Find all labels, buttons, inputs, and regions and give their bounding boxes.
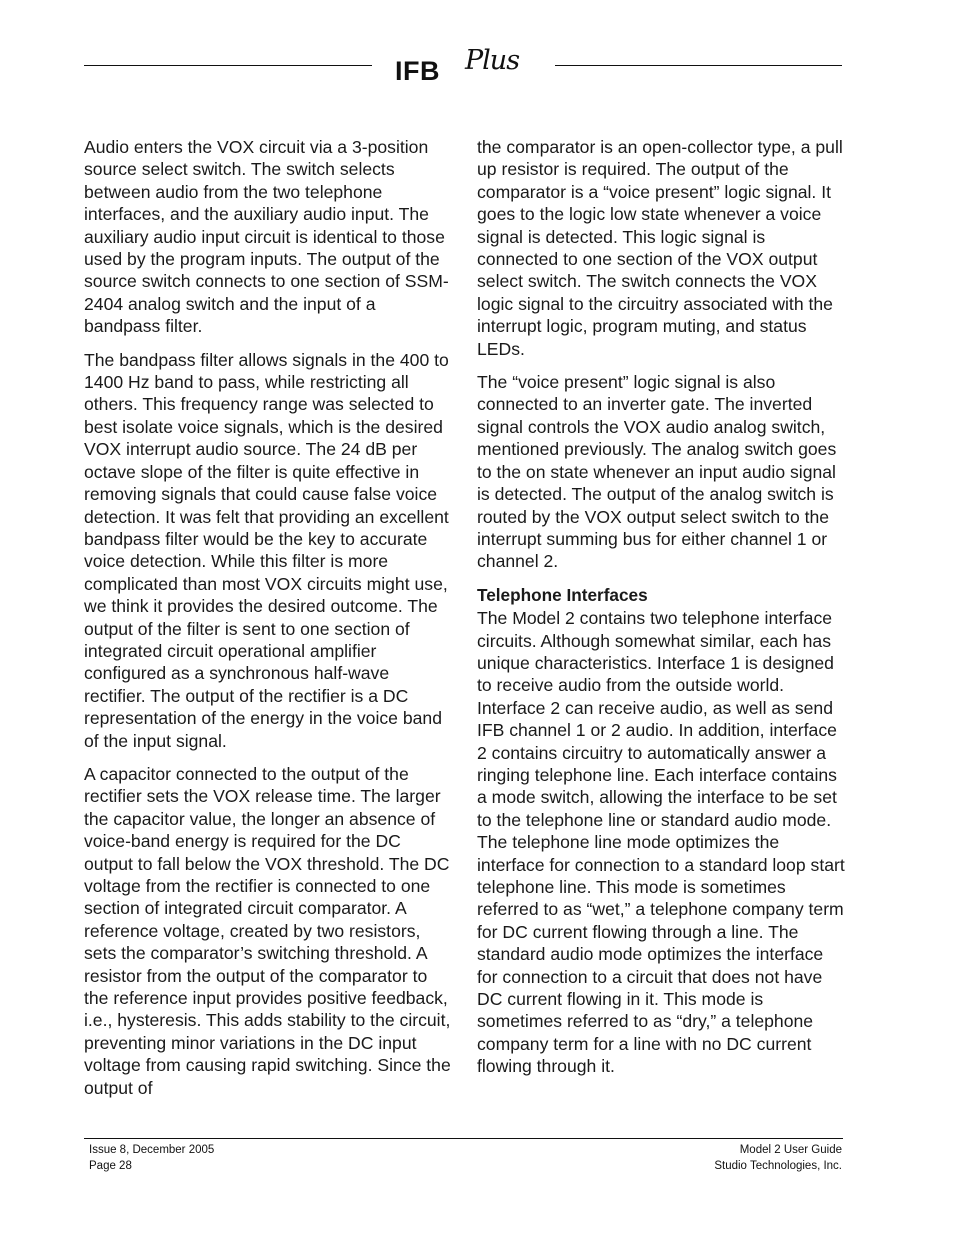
footer-company: Studio Technologies, Inc. [714, 1159, 842, 1172]
footer-right [714, 1143, 842, 1174]
footer-issue: Issue 8, December 2005 [89, 1144, 215, 1156]
paragraph-vox-source: Audio enters the VOX circuit via a 3-position source select switch. The switch selects between audio from the two telephone interfaces, and the auxiliary audio input. The auxiliary audio input circuit is identical to those used by the program inputs. The output of the source switch connects to one section of SSM-2404 analog switch and the input of a bandpass filter. [84, 137, 449, 337]
paragraph-voice-present: The “voice present” logic signal is also connected to an inverter gate. The inverted signal controls the VOX audio analog switch, mentioned previously. The analog switch goes to the on state whenever an input audio signal is detected. The output of the analog switch is routed by the VOX output select switch to the interrupt summing bus for either channel 1 or channel 2. [477, 372, 837, 572]
right-column [477, 136, 845, 1089]
logo-ifb-text: IFB [395, 56, 440, 86]
header-rule-right [555, 65, 842, 66]
section-heading-telephone-interfaces: Telephone Interfaces [477, 584, 648, 605]
footer-page-number: Page 28 [89, 1159, 132, 1172]
logo-plus-script: Plus [465, 45, 520, 76]
paragraph-release-time: A capacitor connected to the output of the rectifier sets the VOX release time. The larger the capacitor value, the longer an absence of voice-band energy is required for the DC output to fall below the VOX threshold. The DC voltage from the rectifier is connected to one section of integrated circuit comparator. A reference voltage, created by two resistors, sets the comparator’s switching threshold. A resistor from the output of the comparator to the reference input provides positive feedback, i.e., hysteresis. This adds stability to the circuit, preventing minor variations in the DC input voltage from causing rapid switching. Since the output of [84, 763, 451, 1098]
header-rule-left [84, 65, 372, 66]
footer-guide-title: Model 2 User Guide [739, 1144, 842, 1156]
paragraph-comparator-output: the comparator is an open-collector type, a pull up resistor is required. The output of the comparator is a “voice present” logic signal. It goes to the logic low state whenever a voice signal is detected. This logic signal is connected to one section of the VOX output select switch. The switch connects the VOX logic signal to the circuitry associated with the interrupt logic, program muting, and status LEDs. [477, 137, 843, 359]
footer-rule [84, 1138, 843, 1139]
ifb-plus-logo [393, 45, 543, 87]
page-header [0, 40, 954, 90]
left-column [84, 136, 452, 1110]
footer-left [89, 1143, 214, 1174]
paragraph-telephone-interfaces: The Model 2 contains two telephone interface circuits. Although somewhat similar, each has unique characteristics. Interface 1 is designed to receive audio from the outside world. Interface 2 can receive audio, as well as send IFB channel 1 or 2 audio. In addition, interface 2 contains circuitry to automatically answer a ringing telephone line. Each interface contains a mode switch, allowing the interface to be set to the telephone line or standard audio mode. The telephone line mode optimizes the interface for connection to a standard loop start telephone line. This mode is sometimes referred to as “wet,” a telephone company term for DC current flowing through a line. The standard audio mode optimizes the interface for connection to a circuit that does not have DC current flowing in it. This mode is sometimes referred to as “dry,” a telephone company term for a line with no DC current flowing through it. [477, 608, 845, 1077]
paragraph-bandpass-filter: The bandpass filter allows signals in the 400 to 1400 Hz band to pass, while restricting all others. This frequency range was selected to best isolate voice signals, which is the desired VOX interrupt audio source. The 24 dB per octave slope of the filter is quite effective in removing signals that could cause false voice detection. It was felt that providing an excellent bandpass filter would be the key to accurate voice detection. While this filter is more complicated than most VOX circuits might use, we think it provides the desired outcome. The output of the filter is sent to one section of integrated circuit operational amplifier configured as a synchronous half-wave rectifier. The output of the rectifier is a DC representation of the energy in the voice band of the input signal. [84, 349, 449, 751]
